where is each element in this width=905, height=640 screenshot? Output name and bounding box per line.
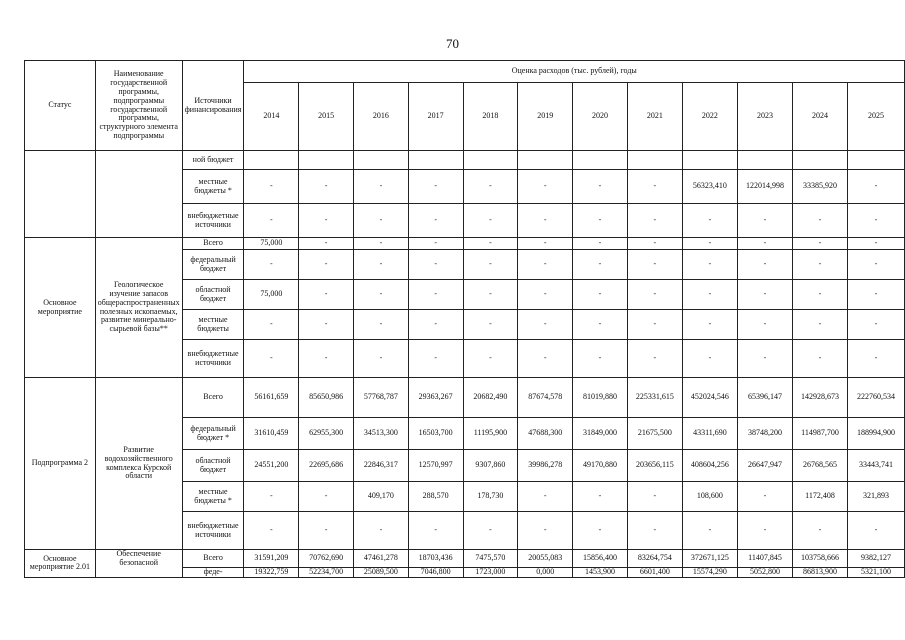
value-cell: - — [463, 280, 518, 310]
value-cell: - — [299, 250, 354, 280]
value-cell: - — [299, 482, 354, 512]
value-cell: - — [244, 170, 299, 204]
value-cell: - — [848, 310, 905, 340]
value-cell: 321,893 — [848, 482, 905, 512]
value-cell: 142928,673 — [792, 378, 847, 418]
value-cell: 26768,565 — [792, 450, 847, 482]
value-cell: - — [463, 340, 518, 378]
value-cell: 29363,267 — [408, 378, 463, 418]
value-cell: - — [792, 280, 847, 310]
value-cell: 9307,860 — [463, 450, 518, 482]
value-cell: 1723,000 — [463, 568, 518, 578]
value-cell: 225331,615 — [627, 378, 682, 418]
value-cell: 178,730 — [463, 482, 518, 512]
value-cell: 409,170 — [354, 482, 409, 512]
value-cell: 222760,534 — [848, 378, 905, 418]
header-source: Источники финансирования — [182, 61, 244, 151]
value-cell: - — [518, 310, 573, 340]
value-cell: - — [518, 512, 573, 550]
table-row — [25, 550, 905, 568]
value-cell: - — [463, 512, 518, 550]
value-cell: 372671,125 — [682, 550, 737, 568]
value-cell: 21675,500 — [627, 418, 682, 450]
value-cell: 22695,686 — [299, 450, 354, 482]
value-cell: 86813,900 — [792, 568, 847, 578]
value-cell: - — [463, 238, 518, 250]
value-cell: - — [573, 340, 628, 378]
value-cell: 22846,317 — [354, 450, 409, 482]
value-cell: 11407,845 — [737, 550, 792, 568]
value-cell: - — [627, 280, 682, 310]
value-cell: 5052,800 — [737, 568, 792, 578]
source-cell: местные бюджеты * — [182, 482, 244, 512]
value-cell: - — [848, 280, 905, 310]
value-cell: - — [518, 204, 573, 238]
value-cell: 26647,947 — [737, 450, 792, 482]
value-cell: - — [682, 250, 737, 280]
value-cell: - — [627, 310, 682, 340]
value-cell: - — [354, 340, 409, 378]
header-year-7: 2021 — [627, 83, 682, 151]
value-cell: 5321,100 — [848, 568, 905, 578]
value-cell: - — [573, 204, 628, 238]
source-cell: федеральный бюджет — [182, 250, 244, 280]
value-cell: 18703,436 — [408, 550, 463, 568]
name-cell: Геологическое изучение запасов общераспространенных полезных ископаемых, развитие минерально-сырьевой базы** — [95, 238, 182, 378]
value-cell: 9382,127 — [848, 550, 905, 568]
value-cell: - — [354, 238, 409, 250]
status-cell: Основное мероприятие — [25, 238, 96, 378]
value-cell — [518, 151, 573, 170]
header-year-1: 2015 — [299, 83, 354, 151]
value-cell: - — [354, 170, 409, 204]
value-cell: - — [737, 512, 792, 550]
value-cell: 108,600 — [682, 482, 737, 512]
value-cell: - — [354, 310, 409, 340]
value-cell: - — [573, 238, 628, 250]
value-cell: 20682,490 — [463, 378, 518, 418]
value-cell: 19322,759 — [244, 568, 299, 578]
value-cell: 1453,900 — [573, 568, 628, 578]
value-cell: - — [627, 512, 682, 550]
header-year-8: 2022 — [682, 83, 737, 151]
value-cell: - — [354, 512, 409, 550]
value-cell: 70762,690 — [299, 550, 354, 568]
source-cell: Всего — [182, 378, 244, 418]
value-cell: 38748,200 — [737, 418, 792, 450]
value-cell: - — [244, 340, 299, 378]
value-cell: 83264,754 — [627, 550, 682, 568]
status-cell: Основное мероприятие 2.01 — [25, 550, 96, 578]
value-cell: - — [518, 170, 573, 204]
header-year-2: 2016 — [354, 83, 409, 151]
header-name: Наименование государственной программы, подпрограммы государственной программы, структурного элемента подпрограммы — [95, 61, 182, 151]
value-cell: 1172,408 — [792, 482, 847, 512]
value-cell: - — [573, 250, 628, 280]
value-cell — [354, 151, 409, 170]
value-cell: - — [244, 204, 299, 238]
value-cell: 85650,986 — [299, 378, 354, 418]
value-cell: - — [408, 280, 463, 310]
value-cell: - — [573, 512, 628, 550]
value-cell: 75,000 — [244, 238, 299, 250]
source-cell: ной бюджет — [182, 151, 244, 170]
value-cell: - — [573, 170, 628, 204]
value-cell: - — [848, 512, 905, 550]
value-cell — [299, 151, 354, 170]
header-year-9: 2023 — [737, 83, 792, 151]
value-cell: 87674,578 — [518, 378, 573, 418]
value-cell: 203656,115 — [627, 450, 682, 482]
value-cell: 49170,880 — [573, 450, 628, 482]
value-cell: - — [737, 204, 792, 238]
value-cell: - — [408, 170, 463, 204]
value-cell: - — [299, 340, 354, 378]
value-cell: 33385,920 — [792, 170, 847, 204]
value-cell: - — [299, 512, 354, 550]
header-estimate: Оценка расходов (тыс. рублей), годы — [244, 61, 905, 83]
source-cell: федеральный бюджет * — [182, 418, 244, 450]
value-cell: - — [244, 482, 299, 512]
value-cell: 34513,300 — [354, 418, 409, 450]
value-cell: - — [299, 204, 354, 238]
value-cell: 7475,570 — [463, 550, 518, 568]
value-cell: - — [627, 204, 682, 238]
value-cell: 81019,880 — [573, 378, 628, 418]
value-cell: - — [737, 250, 792, 280]
header-status: Статус — [25, 61, 96, 151]
name-cell: Развитие водохозяйственного комплекса Курской области — [95, 378, 182, 550]
header-year-5: 2019 — [518, 83, 573, 151]
value-cell: - — [792, 204, 847, 238]
value-cell: - — [573, 280, 628, 310]
source-cell: областной бюджет — [182, 280, 244, 310]
value-cell: - — [682, 238, 737, 250]
header-year-11: 2025 — [848, 83, 905, 151]
source-cell: внебюджетные источники — [182, 340, 244, 378]
value-cell: 39986,278 — [518, 450, 573, 482]
value-cell: 288,570 — [408, 482, 463, 512]
value-cell: - — [299, 280, 354, 310]
value-cell: - — [627, 250, 682, 280]
value-cell: - — [463, 170, 518, 204]
value-cell: - — [737, 310, 792, 340]
value-cell: - — [573, 310, 628, 340]
value-cell: 0,000 — [518, 568, 573, 578]
source-cell: местные бюджеты * — [182, 170, 244, 204]
value-cell: - — [792, 340, 847, 378]
value-cell: 24551,200 — [244, 450, 299, 482]
value-cell: 15856,400 — [573, 550, 628, 568]
value-cell: 57768,787 — [354, 378, 409, 418]
value-cell: 6601,400 — [627, 568, 682, 578]
value-cell: 31610,459 — [244, 418, 299, 450]
value-cell: - — [627, 340, 682, 378]
value-cell: 15574,290 — [682, 568, 737, 578]
value-cell: - — [792, 512, 847, 550]
value-cell: 25089,500 — [354, 568, 409, 578]
value-cell — [627, 151, 682, 170]
value-cell: 122014,998 — [737, 170, 792, 204]
value-cell: 12570,997 — [408, 450, 463, 482]
value-cell: - — [737, 340, 792, 378]
value-cell: - — [354, 250, 409, 280]
value-cell: - — [573, 482, 628, 512]
value-cell — [573, 151, 628, 170]
value-cell: - — [463, 310, 518, 340]
header-year-6: 2020 — [573, 83, 628, 151]
value-cell: 31849,000 — [573, 418, 628, 450]
source-cell: Всего — [182, 238, 244, 250]
value-cell: - — [354, 204, 409, 238]
value-cell: - — [737, 280, 792, 310]
value-cell: - — [518, 238, 573, 250]
value-cell: - — [682, 204, 737, 238]
page-number: 70 — [446, 36, 459, 51]
value-cell: - — [408, 238, 463, 250]
value-cell: - — [792, 238, 847, 250]
source-cell: феде- — [182, 568, 244, 578]
value-cell: 114987,700 — [792, 418, 847, 450]
value-cell: - — [682, 512, 737, 550]
value-cell: 56323,410 — [682, 170, 737, 204]
value-cell: - — [518, 250, 573, 280]
value-cell: - — [299, 238, 354, 250]
value-cell: - — [408, 512, 463, 550]
value-cell: - — [848, 170, 905, 204]
value-cell: 188994,900 — [848, 418, 905, 450]
status-cell — [25, 151, 96, 238]
value-cell: 103758,666 — [792, 550, 847, 568]
value-cell: - — [244, 512, 299, 550]
value-cell: - — [518, 280, 573, 310]
value-cell: - — [792, 250, 847, 280]
table-row — [25, 238, 905, 250]
value-cell: 62955,300 — [299, 418, 354, 450]
value-cell: - — [463, 250, 518, 280]
value-cell: - — [682, 280, 737, 310]
value-cell: - — [463, 204, 518, 238]
value-cell — [244, 151, 299, 170]
source-cell: Всего — [182, 550, 244, 568]
value-cell: 20055,083 — [518, 550, 573, 568]
value-cell: - — [792, 310, 847, 340]
table-row — [25, 378, 905, 418]
value-cell: 408604,256 — [682, 450, 737, 482]
value-cell: - — [848, 250, 905, 280]
source-cell: внебюджетные источники — [182, 204, 244, 238]
value-cell: - — [737, 238, 792, 250]
value-cell — [408, 151, 463, 170]
value-cell: - — [299, 310, 354, 340]
header-year-0: 2014 — [244, 83, 299, 151]
source-cell: внебюджетные источники — [182, 512, 244, 550]
value-cell: - — [518, 340, 573, 378]
name-cell: Обеспечение безопасной — [95, 550, 182, 578]
value-cell: - — [408, 340, 463, 378]
value-cell — [737, 151, 792, 170]
value-cell: - — [848, 204, 905, 238]
header-year-4: 2018 — [463, 83, 518, 151]
value-cell — [848, 151, 905, 170]
source-cell: местные бюджеты — [182, 310, 244, 340]
value-cell: - — [682, 310, 737, 340]
value-cell: - — [518, 482, 573, 512]
value-cell: - — [848, 340, 905, 378]
value-cell: 47688,300 — [518, 418, 573, 450]
expenditure-table — [24, 60, 905, 578]
value-cell: - — [408, 250, 463, 280]
value-cell — [792, 151, 847, 170]
value-cell: 65396,147 — [737, 378, 792, 418]
value-cell: 43311,690 — [682, 418, 737, 450]
value-cell: 47461,278 — [354, 550, 409, 568]
value-cell: 31591,209 — [244, 550, 299, 568]
value-cell: 452024,546 — [682, 378, 737, 418]
value-cell: - — [627, 238, 682, 250]
table-row — [25, 151, 905, 170]
value-cell: - — [682, 340, 737, 378]
value-cell: - — [848, 238, 905, 250]
value-cell: 16503,700 — [408, 418, 463, 450]
value-cell: - — [737, 482, 792, 512]
name-cell — [95, 151, 182, 238]
value-cell — [682, 151, 737, 170]
value-cell: - — [244, 250, 299, 280]
header-year-3: 2017 — [408, 83, 463, 151]
value-cell: 75,000 — [244, 280, 299, 310]
header-year-10: 2024 — [792, 83, 847, 151]
value-cell: 7046,800 — [408, 568, 463, 578]
value-cell: - — [299, 170, 354, 204]
status-cell: Подпрограмма 2 — [25, 378, 96, 550]
value-cell: 33443,741 — [848, 450, 905, 482]
value-cell: 56161,659 — [244, 378, 299, 418]
value-cell: - — [354, 280, 409, 310]
value-cell: - — [627, 170, 682, 204]
value-cell: 52234,700 — [299, 568, 354, 578]
source-cell: областной бюджет — [182, 450, 244, 482]
value-cell: - — [244, 310, 299, 340]
value-cell — [463, 151, 518, 170]
value-cell: - — [627, 482, 682, 512]
value-cell: 11195,900 — [463, 418, 518, 450]
value-cell: - — [408, 310, 463, 340]
value-cell: - — [408, 204, 463, 238]
